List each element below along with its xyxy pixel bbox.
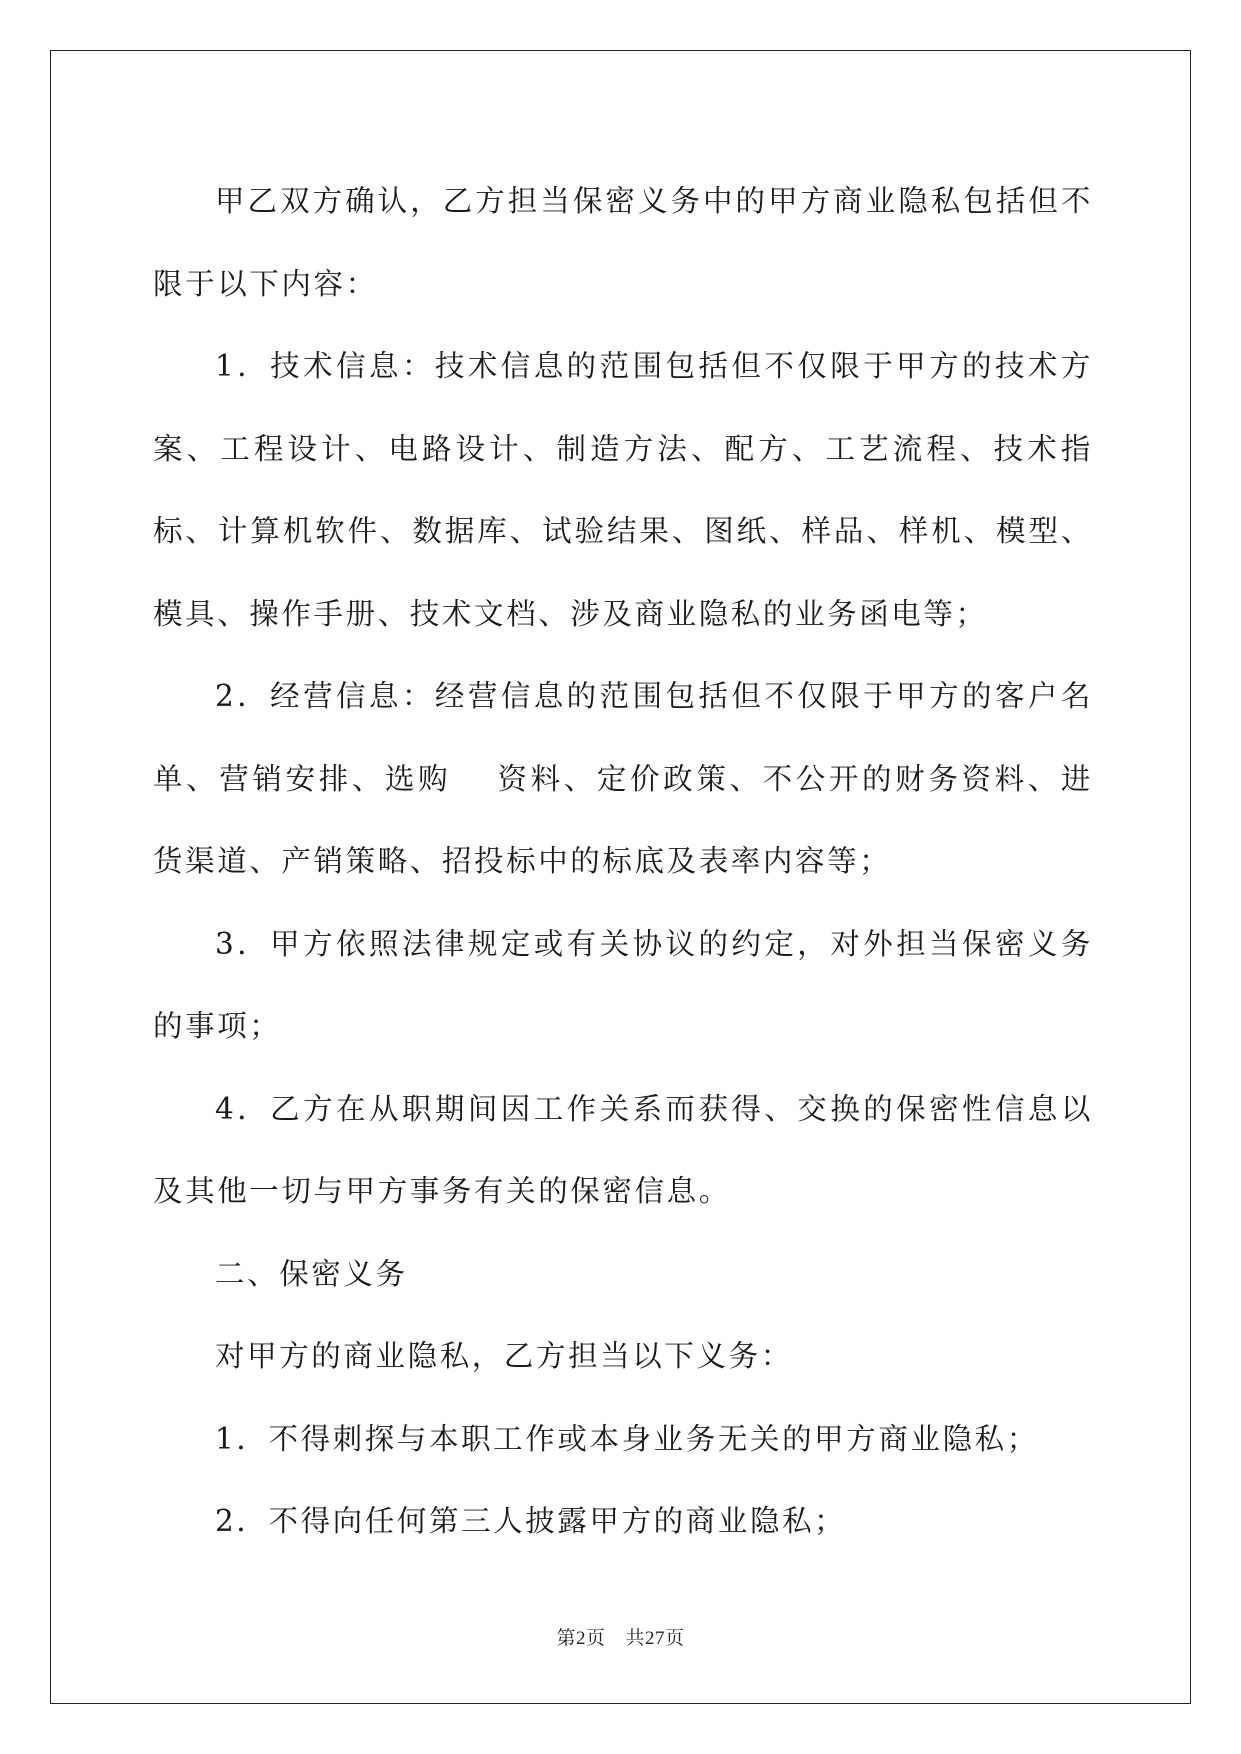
paragraph-legal-obligations: 3．甲方依照法律规定或有关协议的约定，对外担当保密义务的事项； — [153, 926, 1093, 1043]
paragraph-duty-intro: 对甲方的商业隐私，乙方担当以下义务： — [215, 1339, 793, 1373]
paragraph-scope-intro: 甲乙双方确认，乙方担当保密义务中的甲方商业隐私包括但不限于以下内容： — [153, 184, 1093, 301]
paragraph-technical-info: 1．技术信息：技术信息的范围包括但不仅限于甲方的技术方案、工程设计、电路设计、制造方法、配方、工艺流程、技术指标、计算机软件、数据库、试验结果、图纸、样品、样机、模型、模具、操作手册、技术文档、涉及商业隐私的业务函电等； — [153, 349, 1093, 631]
page-total: 共27页 — [625, 1628, 685, 1649]
paragraph-business-info: 2．经营信息：经营信息的范围包括但不仅限于甲方的客户名单、营销安排、选购 资料、定价政策、不公开的财务资料、进货渠道、产销策略、招投标中的标底及表率内容等； — [153, 679, 1093, 878]
page-number: 第2页 — [556, 1628, 606, 1649]
paragraph-duty-1: 1．不得刺探与本职工作或本身业务无关的甲方商业隐私； — [215, 1421, 1039, 1456]
document-body — [153, 160, 1093, 1563]
paragraph-employment-info: 4．乙方在从职期间因工作关系而获得、交换的保密性信息以及其他一切与甲方事务有关的保密信息。 — [153, 1091, 1093, 1208]
section-heading-confidentiality-duty: 二、保密义务 — [215, 1256, 408, 1291]
page-footer — [0, 1623, 1241, 1650]
paragraph-duty-2: 2．不得向任何第三人披露甲方的商业隐私； — [215, 1504, 847, 1538]
